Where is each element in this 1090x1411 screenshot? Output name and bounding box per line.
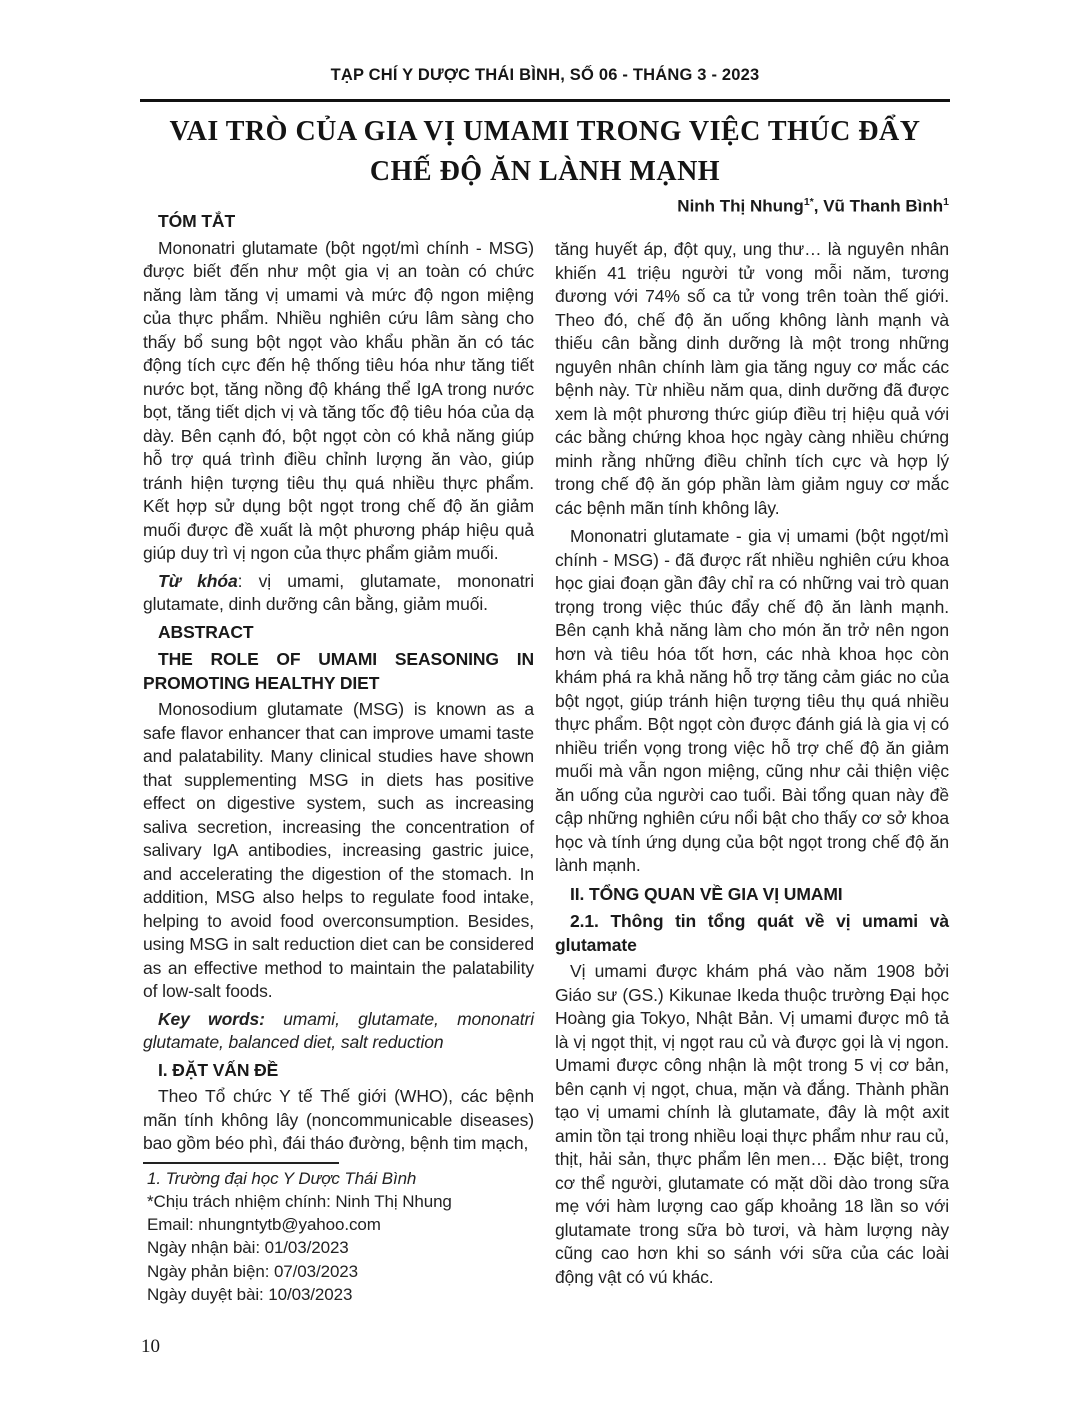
abstract-heading: ABSTRACT [158, 621, 254, 642]
article-title [0, 112, 1090, 192]
keywords-vi-label: Từ khóa [158, 570, 238, 591]
authors-line [555, 196, 949, 217]
article-title-line2: CHẾ ĐỘ ĂN LÀNH MẠNH [369, 156, 721, 187]
author-2-name: Vũ Thanh Bình [823, 196, 944, 216]
author-2-superscript: 1 [943, 196, 949, 208]
footnote-accepted-date: Ngày duyệt bài: 10/03/2023 [147, 1284, 353, 1304]
section-1-heading: I. ĐẶT VẤN ĐỀ [158, 1059, 279, 1080]
footnote-block [143, 1167, 534, 1307]
header-rule [140, 99, 950, 102]
keywords-en-label: Key words: [158, 1008, 265, 1029]
section-2-1-heading: 2.1. Thông tin tổng quát về vị umami và glutamate [555, 911, 949, 955]
tom-tat-paragraph: Mononatri glutamate (bột ngọt/mì chính - MSG) được biết đến như một gia vị an toàn có chức năng làm tăng vị umami và mức độ ngon miệng của thực phẩm. Nhiều nghiên cứu lâm sàng cho thấy bổ sung bột ngọt vào khẩu phần ăn có tác động tích cực đến hệ thống tiêu hóa như tăng tiết nước bọt, tăng nồng độ kháng thể IgA trong nước bọt, tăng tiết dịch vị và tăng tốc độ tiêu hóa của dạ dày. Bên cạnh đó, bột ngọt còn có khả năng giúp hỗ trợ quá trình điều chỉnh lượng ăn vào, giúp tránh hiện tượng tiêu thụ quá nhiều thực phẩm. Kết hợp sử dụng bột ngọt trong chế độ ăn giảm muối được đề xuất là một phương pháp hiệu quả giúp duy trì vị ngon của thực phẩm giảm muối. [143, 237, 534, 563]
keywords-en-text: umami, glutamate, mononatri glutamate, balanced diet, salt reduction [143, 1008, 534, 1052]
abstract-title: THE ROLE OF UMAMI SEASONING IN PROMOTING HEALTHY DIET [143, 649, 534, 693]
footnote-separator-rule [143, 1162, 339, 1164]
author-1-name: Ninh Thị Nhung [677, 196, 804, 216]
tom-tat-heading: TÓM TẮT [158, 211, 236, 231]
right-column [555, 238, 949, 1289]
page-number: 10 [141, 1336, 160, 1357]
keywords-en [143, 1008, 534, 1055]
intro-paragraph-continued: tăng huyết áp, đột quỵ, ung thư… là nguyên nhân khiến 41 triệu người tử vong mỗi năm, tương đương với 74% số ca tử vong trên toàn thế giới. Theo đó, chế độ ăn uống không lành mạnh và thiếu cân bằng dinh dưỡng là một trong những nguyên nhân chính làm gia tăng nguy cơ mắc các bệnh này. Từ nhiều năm qua, dinh dưỡng đã được xem là một phương thức giúp điều trị hiệu quả với các bằng chứng khoa học ngày càng nhiều chứng minh rằng những điều chỉnh tích cực và hợp lý trong chế độ ăn góp phần làm giảm nguy cơ mắc các bệnh mãn tính không lây. [555, 239, 949, 518]
intro-paragraph-2: Mononatri glutamate - gia vị umami (bột ngọt/mì chính - MSG) - đã được rất nhiều nghiên cứu khoa học giai đoạn gần đây chỉ ra có những vai trò quan trọng trong việc thúc đẩy chế độ ăn lành mạnh. Bên cạnh khả năng làm cho món ăn trở nên ngon hơn và tiêu hóa tốt hơn, các nhà khoa học còn khám phá ra khả năng hỗ trợ tăng cảm giác no của bột ngọt, giúp tránh hiện tượng tiêu thụ quá nhiều thực phẩm. Bột ngọt còn được đánh giá là gia vị có nhiều triển vọng trong việc hỗ trợ chế độ ăn giảm muối mà vẫn ngon miệng, cũng như cải thiện việc ăn uống của người cao tuổi. Bài tổng quan này đề cập những nghiên cứu nổi bật cho thấy cơ sở khoa học và tính ứng dụng của bột ngọt trong chế độ ăn lành mạnh. [555, 526, 949, 875]
keywords-vi [143, 570, 534, 617]
footnote-affiliation: 1. Trường đại học Y Dược Thái Bình [147, 1168, 417, 1188]
keywords-vi-text: : vị umami, glutamate, mononatri glutamate, dinh dưỡng cân bằng, giảm muối. [143, 570, 534, 614]
footnote-review-date: Ngày phản biện: 07/03/2023 [147, 1261, 359, 1281]
section-2-1-paragraph: Vị umami được khám phá vào năm 1908 bởi Giáo sư (GS.) Kikunae Ikeda thuộc trường Đại học Hoàng gia Tokyo, Nhật Bản. Vị umami được mô tả là vị ngọt thịt, vị ngọt rau củ và được gọi là vị ngon. Umami được công nhận là một trong 5 vị cơ bản, bên cạnh vị ngọt, chua, mặn và đắng. Thành phần tạo vị umami chính là glutamate, đây là một axit amin tồn tại trong nhiều loại thực phẩm như rau củ, thịt, hải sản, thực phẩm lên men… Đặc biệt, trong cơ thể người, glutamate có mặt dồi dào trong sữa mẹ với hàm lượng cao gấp khoảng 18 lần so với glutamate trong sữa bò tươi, và hàm lượng này cũng cao hơn khi so sánh với sữa của các loài động vật có vú khác. [555, 961, 949, 1287]
section-1-paragraph: Theo Tổ chức Y tế Thế giới (WHO), các bệnh mãn tính không lây (noncommunicable diseases) bao gồm béo phì, đái tháo đường, bệnh tim mạch, [143, 1086, 534, 1153]
journal-header: TẠP CHÍ Y DƯỢC THÁI BÌNH, SỐ 06 - THÁNG 3 - 2023 [330, 66, 760, 84]
footnote-received-date: Ngày nhận bài: 01/03/2023 [147, 1238, 349, 1258]
footnote-corresponding-author: *Chịu trách nhiệm chính: Ninh Thị Nhung [147, 1191, 452, 1211]
author-1-superscript: 1* [803, 196, 814, 208]
footnote-email: Email: nhungntytb@yahoo.com [147, 1215, 381, 1235]
authors-separator: , [813, 196, 824, 216]
left-column [143, 210, 534, 1306]
section-2-heading: II. TỔNG QUAN VỀ GIA VỊ UMAMI [570, 883, 843, 904]
abstract-paragraph: Monosodium glutamate (MSG) is known as a safe flavor enhancer that can improve umami taste and palatability. Many clinical studies have shown that supplementing MSG in diets has positive effect on digestive system, such as increasing saliva secretion, increasing the concentration of salivary IgA antibodies, increasing gastric juice, and accelerating the digestion of the stomach. In addition, MSG also helps to regulate food intake, helping to avoid food overconsumption. Besides, using MSG in salt reduction diet can be considered as an effective method to maintain the palatability of low-salt foods. [143, 699, 534, 1001]
article-title-line1: VAI TRÒ CỦA GIA VỊ UMAMI TRONG VIỆC THÚC ĐẨY [169, 116, 921, 147]
